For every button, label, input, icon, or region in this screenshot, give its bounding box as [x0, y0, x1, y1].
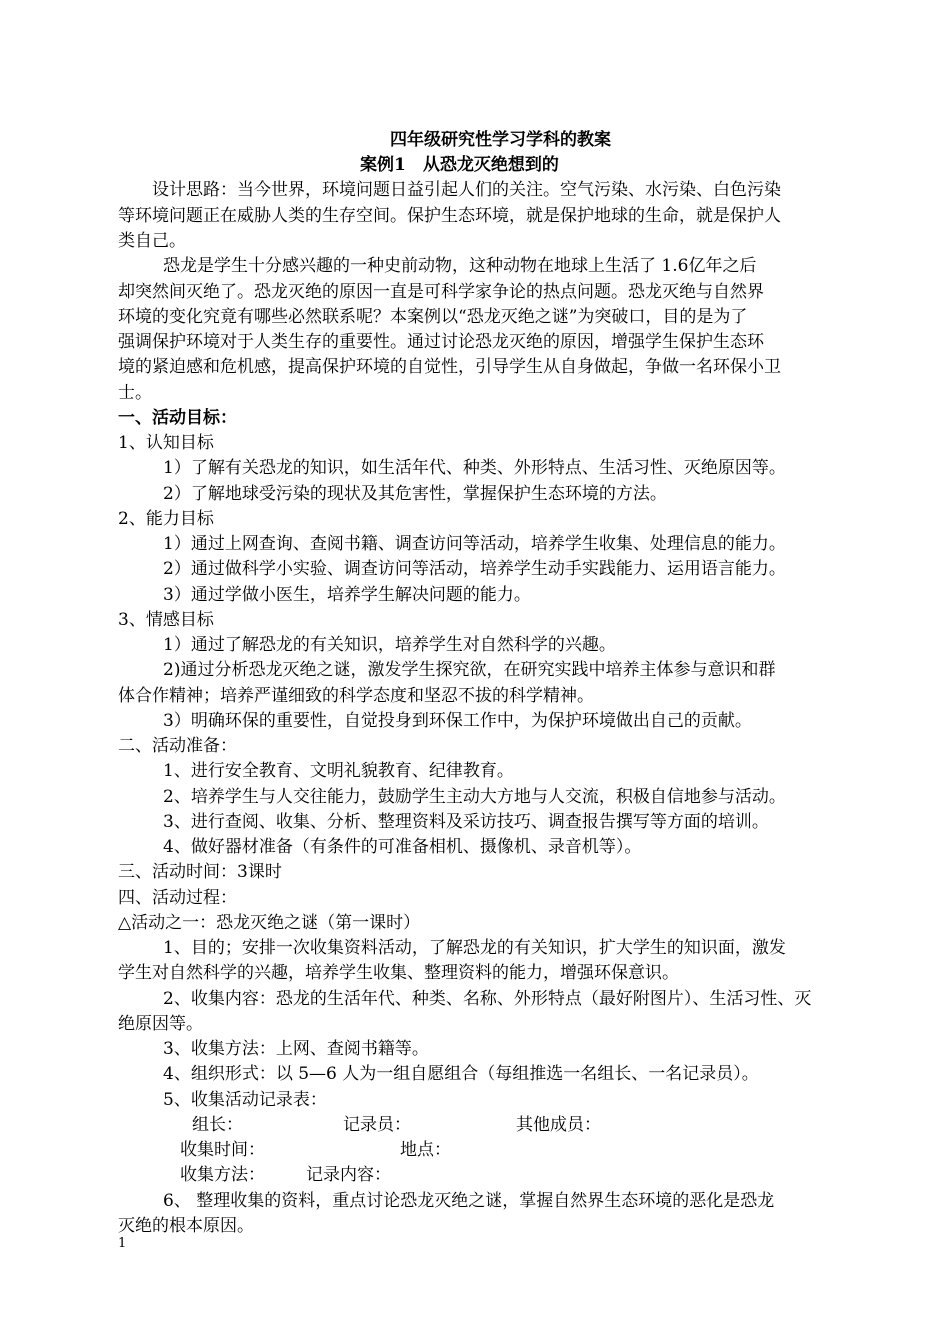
goal-heading: 3、情感目标	[118, 610, 214, 630]
goal-heading: 2、能力目标	[118, 509, 214, 529]
activity-heading: △活动之一：恐龙灭绝之谜（第一课时）	[118, 913, 421, 933]
design-idea-line: 设计思路：当今世界，环境问题日益引起人们的关注。空气污染、水污染、白色污染	[152, 180, 781, 200]
form-others-label: 其他成员：	[516, 1115, 601, 1135]
form-content-label: 记录内容：	[306, 1165, 391, 1185]
design-idea-line: 等环境问题正在威胁人类的生存空间。保护生态环境，就是保护地球的生命，就是保护人	[118, 206, 781, 226]
form-method-label: 收集方法：	[180, 1165, 265, 1185]
page-number: 1	[118, 1236, 127, 1251]
intro-line: 却突然间灭绝了。恐龙灭绝的原因一直是可科学家争论的热点问题。恐龙灭绝与自然界	[118, 282, 764, 302]
activity-line: 学生对自然科学的兴趣，培养学生收集、整理资料的能力，增强环保意识。	[118, 963, 679, 983]
intro-line: 环境的变化究竟有哪些必然联系呢？本案例以“恐龙灭绝之谜”为突破口，目的是为了	[118, 307, 748, 327]
section-heading: 三、活动时间：3课时	[118, 862, 282, 882]
design-idea-line: 类自己。	[118, 231, 186, 251]
prep-item: 2、培养学生与人交往能力，鼓励学生主动大方地与人交流，积极自信地参与活动。	[163, 787, 786, 807]
prep-item: 4、做好器材准备（有条件的可准备相机、摄像机、录音机等）。	[163, 837, 642, 857]
form-recorder-label: 记录员：	[343, 1115, 411, 1135]
form-leader-label: 组长：	[192, 1115, 243, 1135]
prep-item: 1、进行安全教育、文明礼貌教育、纪律教育。	[163, 761, 514, 781]
intro-line: 境的紧迫感和危机感，提高保护环境的自觉性，引导学生从自身做起，争做一名环保小卫	[118, 357, 781, 377]
intro-line: 强调保护环境对于人类生存的重要性。通过讨论恐龙灭绝的原因，增强学生保护生态环	[118, 332, 764, 352]
section-heading: 一、活动目标：	[118, 408, 237, 428]
activity-line: 4、组织形式：以 5—6 人为一组自愿组合（每组推选一名组长、一名记录员）。	[163, 1064, 759, 1084]
goal-item: 3）通过学做小医生，培养学生解决问题的能力。	[163, 585, 531, 605]
form-time-label: 收集时间：	[180, 1140, 265, 1160]
activity-line: 绝原因等。	[118, 1014, 203, 1034]
intro-line: 士。	[118, 383, 152, 403]
prep-item: 3、进行查阅、收集、分析、整理资料及采访技巧、调查报告撰写等方面的培训。	[163, 812, 769, 832]
goal-item: 3）明确环保的重要性，自觉投身到环保工作中，为保护环境做出自己的贡献。	[163, 711, 752, 731]
activity-line: 5、收集活动记录表：	[163, 1090, 327, 1110]
section-heading: 四、活动过程：	[118, 888, 237, 908]
activity-line: 3、收集方法：上网、查阅书籍等。	[163, 1039, 429, 1059]
document-title: 四年级研究性学习学科的教案	[390, 130, 611, 150]
section-heading: 二、活动准备：	[118, 736, 237, 756]
intro-line: 恐龙是学生十分感兴趣的一种史前动物，这种动物在地球上生活了 1.6亿年之后	[163, 256, 757, 276]
goal-item: 1）通过了解恐龙的有关知识，培养学生对自然科学的兴趣。	[163, 635, 616, 655]
goal-item: 2）了解地球受污染的现状及其危害性，掌握保护生态环境的方法。	[163, 484, 667, 504]
goal-item: 1）通过上网查询、查阅书籍、调查访问等活动，培养学生收集、处理信息的能力。	[163, 534, 786, 554]
goal-heading: 1、认知目标	[118, 433, 214, 453]
goal-item: 2）通过做科学小实验、调查访问等活动，培养学生动手实践能力、运用语言能力。	[163, 559, 786, 579]
activity-line: 1、目的；安排一次收集资料活动，了解恐龙的有关知识，扩大学生的知识面，激发	[163, 938, 786, 958]
activity-line: 6、 整理收集的资料，重点讨论恐龙灭绝之谜，掌握自然界生态环境的恶化是恐龙	[163, 1191, 775, 1211]
goal-item: 2)通过分析恐龙灭绝之谜，激发学生探究欲，在研究实践中培养主体参与意识和群	[163, 660, 776, 680]
goal-item: 1）了解有关恐龙的知识，如生活年代、种类、外形特点、生活习性、灭绝原因等。	[163, 458, 786, 478]
case-subtitle: 案例1 从恐龙灭绝想到的	[360, 155, 559, 175]
form-place-label: 地点：	[400, 1140, 451, 1160]
activity-line: 灭绝的根本原因。	[118, 1216, 254, 1236]
goal-item: 体合作精神；培养严谨细致的科学态度和坚忍不拔的科学精神。	[118, 686, 594, 706]
activity-line: 2、收集内容：恐龙的生活年代、种类、名称、外形特点（最好附图片）、生活习性、灭	[163, 989, 812, 1009]
